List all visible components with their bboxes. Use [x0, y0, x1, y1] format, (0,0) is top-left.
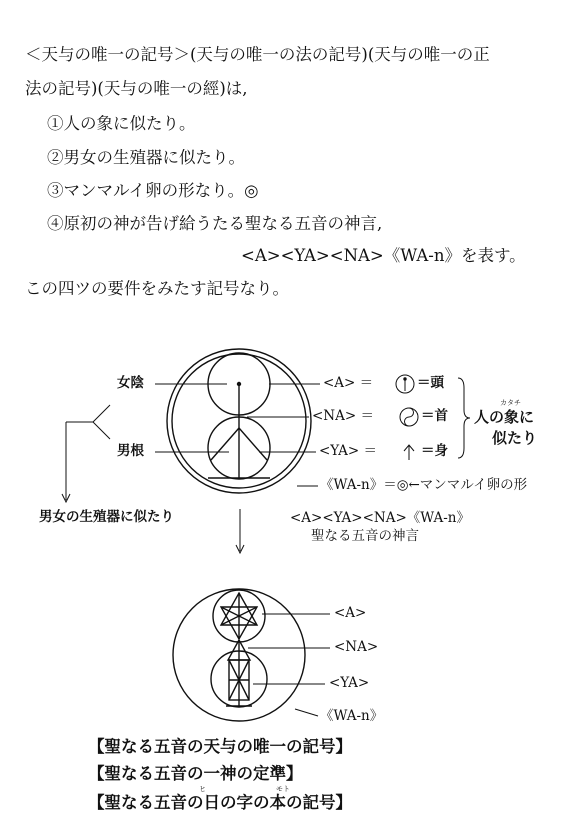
down-arrow	[236, 509, 244, 553]
kata-ruby: カタチ	[500, 399, 521, 407]
requirement-2: ②男女の生殖器に似たり。	[47, 148, 245, 167]
human-figure	[208, 384, 270, 478]
row-wan: 《WA-n》＝◎←マンマルイ卵の形	[320, 477, 528, 493]
row-ya-label: <YA> ＝	[319, 443, 378, 459]
ruby-hi: ヒ	[199, 785, 206, 793]
d2-label-wan: 《WA-n》	[320, 708, 384, 724]
human-shape-label: 人の象に	[474, 408, 535, 426]
neck-symbol	[400, 408, 418, 426]
ruby-moto: モト	[276, 785, 290, 793]
requirement-1: ①人の象に似たり。	[47, 114, 196, 133]
brace	[458, 378, 470, 458]
requirement-4-continued: <A><YA><NA>《WA-n》を表す。	[241, 246, 526, 265]
intro-line-1: ＜天与の唯一の記号＞(天与の唯一の法の記号)(天与の唯一の正	[25, 45, 490, 64]
closing-line: この四ツの要件をみたす記号なり。	[25, 279, 289, 298]
female-label: 女陰	[117, 375, 144, 391]
requirement-3: ③マンマルイ卵の形なり。◎	[47, 181, 259, 200]
d2-label-ya: <YA>	[329, 675, 370, 691]
five-sounds-line-2: 聖なる五音の神言	[311, 528, 419, 544]
d2-label-a: <A>	[334, 605, 367, 621]
five-sounds-line-1: <A><YA><NA>《WA-n》	[290, 510, 471, 526]
row-ya-meaning: ＝身	[421, 443, 448, 459]
genital-caption: 男女の生殖器に似たり	[39, 509, 174, 525]
row-na-meaning: ＝首	[421, 408, 448, 424]
lower-glyph	[226, 640, 252, 706]
footer-title-2: 【聖なる五音の一神の定準】	[88, 764, 303, 783]
requirement-4: ④原初の神が告げ給うたる聖なる五音の神言,	[47, 214, 383, 233]
row-a-meaning: ＝頭	[417, 375, 444, 391]
diagram2-leaders	[248, 614, 330, 716]
intro-line-2: 法の記号)(天与の唯一の經)は,	[25, 79, 248, 98]
male-label: 男根	[117, 443, 144, 459]
head-symbol	[396, 375, 414, 393]
human-shape-label-2: 似たり	[492, 429, 538, 447]
d2-label-na: <NA>	[334, 639, 379, 655]
row-na-label: <NA> ＝	[312, 408, 374, 424]
footer-title-1: 【聖なる五音の天与の唯一の記号】	[88, 737, 352, 756]
body-symbol	[404, 445, 414, 460]
hexagram	[221, 593, 257, 639]
footer-title-3: 【聖なる五音の日の字の本の記号】	[88, 793, 352, 812]
row-a-label: <A> ＝	[323, 375, 374, 391]
